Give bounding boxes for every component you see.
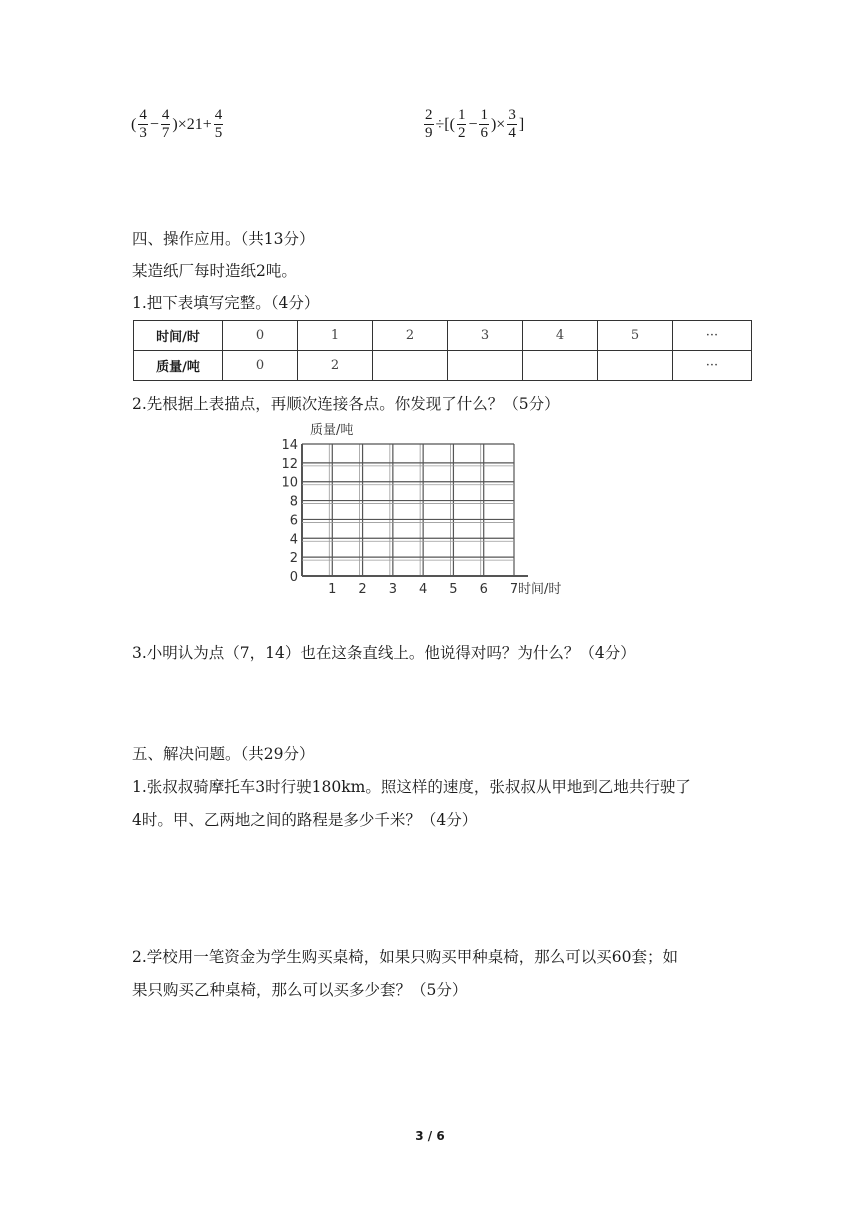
fraction — [479, 108, 489, 141]
divide-bracket: ÷[( — [435, 115, 455, 133]
table-row — [134, 351, 752, 381]
x-tick-label: 1 — [328, 582, 337, 597]
table-cell: 4 — [523, 321, 598, 351]
x-tick-label: 3 — [388, 582, 397, 597]
numerator: 4 — [214, 107, 223, 123]
fraction — [507, 108, 517, 141]
denominator: 7 — [161, 125, 170, 141]
table-cell-ellipsis: ··· — [673, 321, 752, 351]
section5-title: 五、解决问题。（共29分） — [132, 745, 315, 763]
y-tick-label: 0 — [289, 570, 298, 585]
y-tick-label: 14 — [281, 438, 298, 453]
fraction — [214, 108, 224, 141]
table-cell: 0 — [223, 351, 298, 381]
section4-intro: 某造纸厂每时造纸2吨。 — [132, 262, 297, 280]
y-tick-label: 12 — [281, 456, 298, 472]
numerator: 2 — [425, 107, 433, 123]
denominator: 4 — [508, 125, 516, 141]
denominator: 5 — [214, 125, 223, 141]
y-tick-label: 2 — [289, 551, 298, 567]
denominator: 2 — [457, 125, 466, 141]
table-cell: 0 — [223, 321, 298, 351]
table-cell: 1 — [298, 321, 373, 351]
table-row — [134, 321, 752, 351]
grid-chart — [270, 420, 590, 606]
fraction — [424, 108, 434, 141]
table-cell: 3 — [448, 321, 523, 351]
denominator: 3 — [139, 125, 147, 141]
close-bracket: ] — [518, 115, 525, 133]
y-tick-label: 10 — [281, 475, 298, 491]
y-axis-label: 质量/吨 — [310, 423, 354, 438]
question-4-2: 2.先根据上表描点，再顺次连接各点。你发现了什么？（5分） — [132, 395, 560, 413]
table-cell: 2 — [373, 321, 448, 351]
row-header-mass: 质量/吨 — [134, 351, 223, 381]
grid-chart-svg — [270, 420, 590, 602]
table-cell: 2 — [298, 351, 373, 381]
numerator: 1 — [457, 107, 466, 123]
y-tick-label: 4 — [289, 532, 298, 548]
question-5-1-line1: 1.张叔叔骑摩托车3时行驶180km。照这样的速度，张叔叔从甲地到乙地共行驶了 — [132, 778, 691, 796]
numerator: 4 — [161, 107, 170, 123]
row-header-time: 时间/时 — [134, 321, 223, 351]
denominator: 9 — [425, 125, 433, 141]
fill-table — [133, 320, 752, 381]
open-paren: ( — [131, 115, 137, 133]
blank-cell[interactable] — [373, 351, 448, 381]
blank-cell[interactable] — [523, 351, 598, 381]
blank-cell[interactable] — [448, 351, 523, 381]
question-4-3: 3.小明认为点（7，14）也在这条直线上。他说得对吗？为什么？（4分） — [132, 644, 636, 662]
question-5-1-line2: 4时。甲、乙两地之间的路程是多少千米？（4分） — [132, 811, 478, 829]
x-tick-label: 4 — [419, 582, 428, 597]
x-tick-label: 5 — [449, 582, 458, 597]
fraction — [457, 108, 467, 141]
minus-sign: − — [149, 115, 159, 133]
numerator: 4 — [139, 107, 147, 123]
expression-right — [423, 108, 525, 141]
numerator: 3 — [508, 107, 516, 123]
times-sign: )× — [490, 115, 506, 133]
denominator: 6 — [480, 125, 488, 141]
expression-tail: )×21+ — [172, 115, 212, 133]
x-tick-label: 7 — [509, 582, 519, 597]
fraction — [138, 108, 148, 141]
fraction — [161, 108, 171, 141]
table-cell: 5 — [598, 321, 673, 351]
expression-left — [130, 108, 224, 141]
blank-cell[interactable] — [598, 351, 673, 381]
table-cell-ellipsis: ··· — [673, 351, 752, 381]
question-4-1: 1.把下表填写完整。（4分） — [132, 294, 320, 312]
minus-sign: − — [468, 115, 478, 133]
question-5-2-line2: 果只购买乙种桌椅，那么可以买多少套？（5分） — [132, 981, 468, 999]
question-5-2-line1: 2.学校用一笔资金为学生购买桌椅，如果只购买甲种桌椅，那么可以买60套；如 — [132, 948, 679, 966]
x-axis-label: 时间/时 — [518, 582, 562, 597]
y-tick-label: 8 — [289, 494, 298, 510]
page-number: 3 / 6 — [415, 1129, 445, 1143]
fill-table-wrapper — [133, 320, 752, 381]
numerator: 1 — [480, 107, 488, 123]
y-tick-label: 6 — [289, 513, 298, 529]
x-tick-label: 6 — [479, 582, 488, 597]
section4-title: 四、操作应用。（共13分） — [132, 230, 315, 248]
x-tick-label: 2 — [358, 582, 367, 597]
